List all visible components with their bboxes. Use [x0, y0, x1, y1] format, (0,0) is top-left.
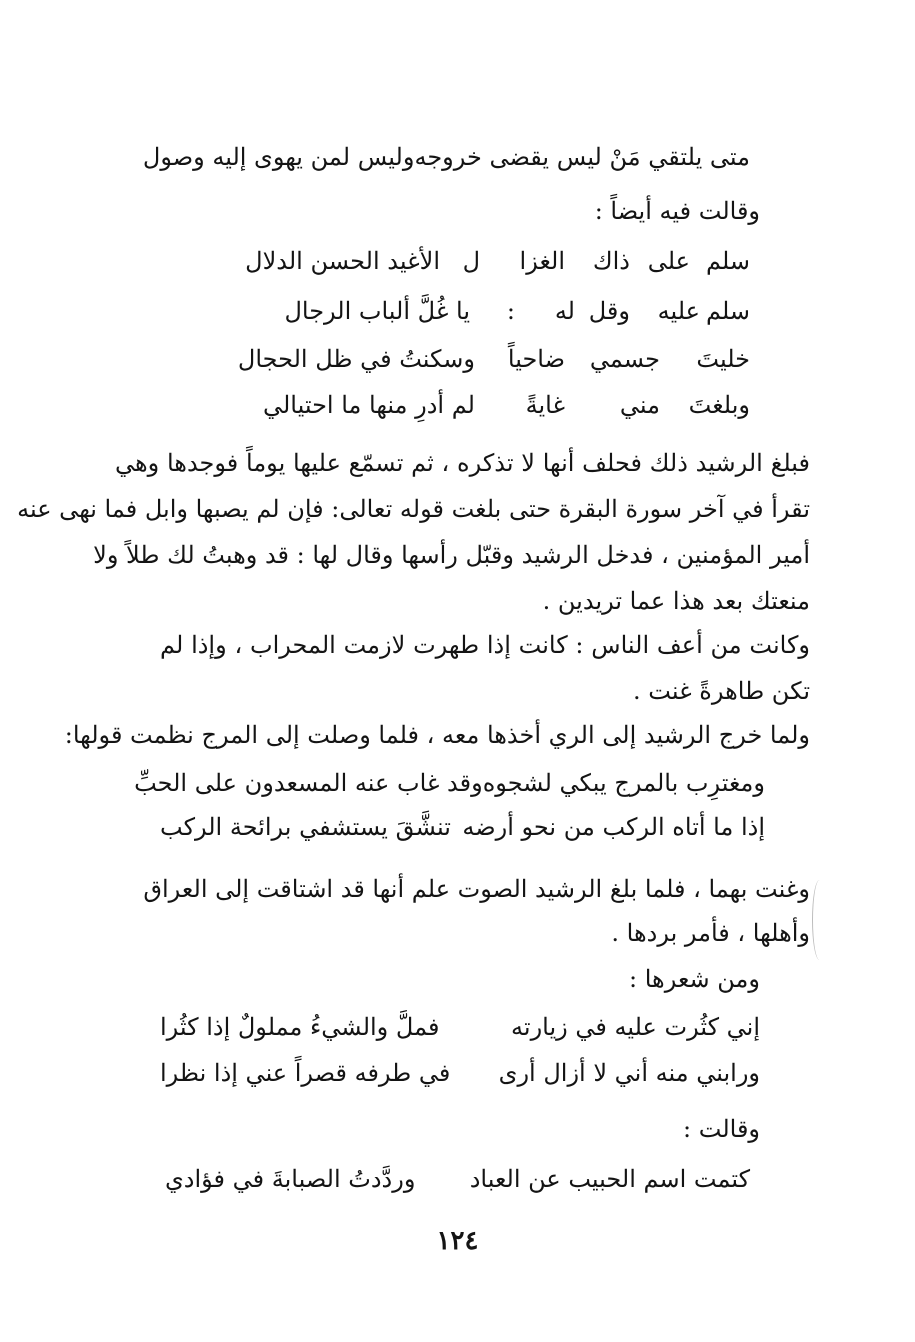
- verse-line: [190, 342, 750, 376]
- verse-line: [134, 766, 765, 800]
- verse-word: سلم: [705, 297, 750, 325]
- verse-hemistich-second: في طرفه قصراً عني إذا نظرا: [160, 1059, 451, 1087]
- page-edge-mark: [812, 880, 827, 960]
- verse-hemistich-second: فملَّ والشيءُ مملولٌ إذا كثُرا: [160, 1013, 440, 1041]
- paragraph-line: وأهلها ، فأمر بردها .: [611, 919, 810, 947]
- verse-line: [160, 1010, 760, 1044]
- verse-hemistich-first: إني كثُرت عليه في زيارته: [511, 1013, 760, 1041]
- verse-line: [165, 1162, 750, 1196]
- verse-line: [190, 244, 750, 278]
- verse-word: لم أدرِ منها ما احتيالي: [262, 391, 475, 419]
- verse-word: مني: [619, 391, 660, 419]
- page-number: ١٢٤: [436, 1226, 479, 1256]
- verse-word: الغزا: [519, 247, 565, 275]
- paragraph-line: تقرأ في آخر سورة البقرة حتى بلغت قوله تعالى: فإن لم يصبها وابل فما نهى عنه: [17, 495, 810, 523]
- poem-intro: ومن شعرها :: [629, 965, 760, 993]
- paragraph-line: منعتك بعد هذا عما تريدين .: [542, 587, 810, 615]
- verse-word: وسكنتُ في ظل الحجال: [237, 345, 475, 373]
- paragraph-line: فبلغ الرشيد ذلك فحلف أنها لا تذكره ، ثم تسمّع عليها يوماً فوجدها وهي: [115, 449, 810, 477]
- poem-intro: وقالت فيه أيضاً :: [594, 197, 760, 225]
- verse-word: :: [506, 297, 515, 325]
- verse-hemistich-first: إذا ما أتاه الركب من نحو أرضه: [462, 813, 765, 841]
- verse-line: [160, 1056, 760, 1090]
- verse-hemistich-first: كتمت اسم الحبيب عن العباد: [469, 1165, 750, 1193]
- verse-word: جسمي: [589, 345, 660, 373]
- verse-hemistich-second: وليس لمن يهوى إليه وصول: [142, 143, 415, 171]
- poem-intro: وقالت :: [683, 1115, 760, 1143]
- verse-line: [190, 294, 750, 328]
- verse-hemistich-first: متى يلتقي مَنْ ليس يقضى خروجه: [414, 143, 750, 171]
- verse-hemistich-second: تنشَّقَ يستشفي برائحة الركب: [160, 813, 451, 841]
- verse-hemistich-second: وردَّدتُ الصبابةَ في فؤادي: [165, 1165, 416, 1193]
- verse-word: ضاحياً: [507, 345, 565, 373]
- verse-hemistich-second: وقد غاب عنه المسعدون على الحبِّ: [134, 769, 483, 797]
- verse-word: خليتَ: [696, 345, 750, 373]
- verse-word: غايةً: [525, 391, 565, 419]
- paragraph-line: أمير المؤمنين ، فدخل الرشيد وقبّل رأسها وقال لها : قد وهبتُ لك طلاً ولا: [93, 541, 810, 569]
- verse-line: [190, 388, 750, 422]
- paragraph-line: تكن طاهرةً غنت .: [633, 677, 810, 705]
- verse-line: [142, 140, 750, 174]
- verse-word: يا غُلَّ ألباب الرجال: [284, 297, 470, 325]
- verse-hemistich-first: ومغترِب بالمرج يبكي لشجوه: [482, 769, 765, 797]
- paragraph-line: وغنت بهما ، فلما بلغ الرشيد الصوت علم أنها قد اشتاقت إلى العراق: [143, 875, 810, 903]
- verse-word: على: [647, 247, 690, 275]
- verse-word: عليه: [657, 297, 700, 325]
- verse-word: سلم: [705, 247, 750, 275]
- verse-line: [160, 810, 765, 844]
- verse-word: وبلغتَ: [688, 391, 750, 419]
- verse-hemistich-first: ورابني منه أني لا أزال أرى: [498, 1059, 760, 1087]
- paragraph-line: وكانت من أعف الناس : كانت إذا طهرت لازمت المحراب ، وإذا لم: [160, 631, 810, 659]
- verse-word: ل: [462, 247, 480, 275]
- paragraph-line: ولما خرج الرشيد إلى الري أخذها معه ، فلما وصلت إلى المرج نظمت قولها:: [64, 721, 810, 749]
- verse-word: له: [554, 297, 575, 325]
- verse-word: وقل: [588, 297, 630, 325]
- verse-word: الأغيد الحسن الدلال: [245, 247, 440, 275]
- verse-word: ذاك: [592, 247, 630, 275]
